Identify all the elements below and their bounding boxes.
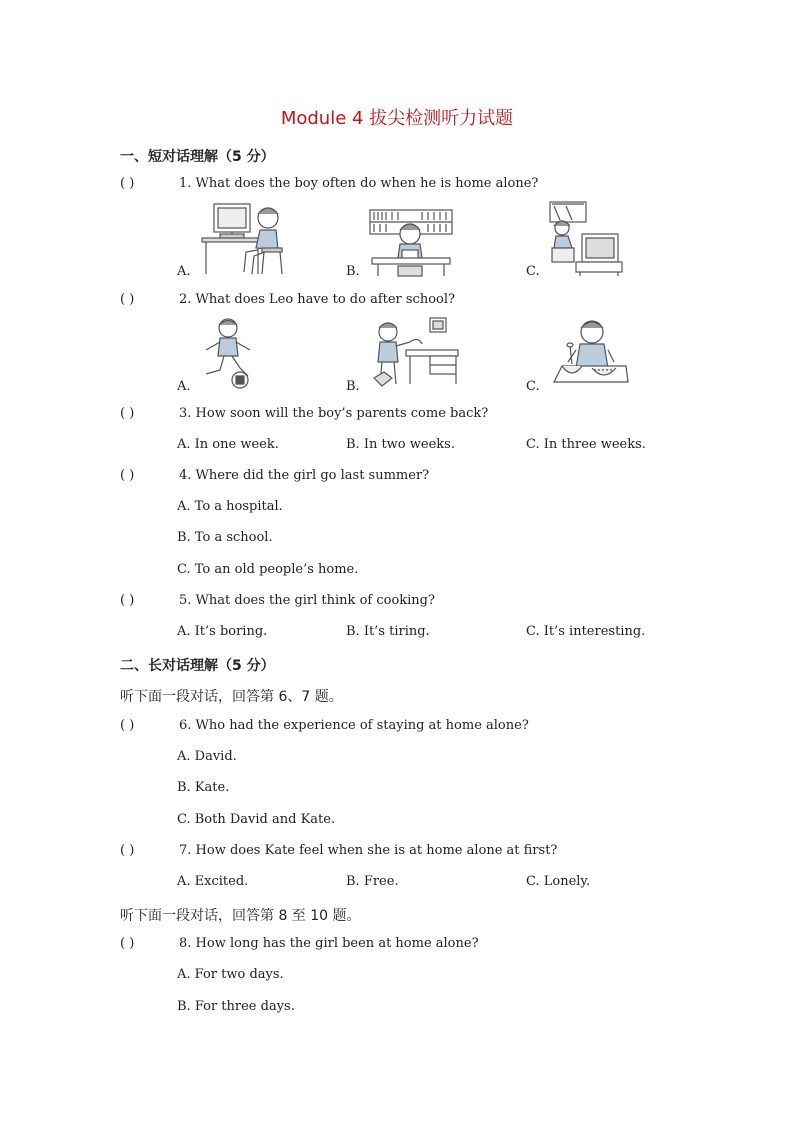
section-heading-2: 二、长对话理解（5 分） xyxy=(120,658,275,674)
question-2 xyxy=(120,292,455,307)
question-text: 5. What does the girl think of cooking? xyxy=(179,593,435,608)
page-title: Module 4 拔尖检测听力试题 xyxy=(280,108,514,129)
option-6b[interactable]: B. Kate. xyxy=(177,780,230,795)
option-8a[interactable]: A. For two days. xyxy=(177,967,284,982)
option-5a[interactable]: A. It’s boring. xyxy=(177,624,268,639)
answer-blank[interactable]: ( ) xyxy=(120,468,135,483)
question-text: 2. What does Leo have to do after school? xyxy=(179,292,455,307)
option-4a[interactable]: A. To a hospital. xyxy=(177,499,283,514)
option-3c[interactable]: C. In three weeks. xyxy=(526,437,646,452)
option-1c-label: C. xyxy=(526,264,540,279)
question-text: 7. How does Kate feel when she is at home alone at first? xyxy=(179,843,558,858)
option-4b[interactable]: B. To a school. xyxy=(177,530,273,545)
answer-blank[interactable]: ( ) xyxy=(120,936,135,951)
boy-doing-homework-picture[interactable] xyxy=(370,316,462,392)
option-3b[interactable]: B. In two weeks. xyxy=(346,437,455,452)
question-6 xyxy=(120,718,529,733)
question-3 xyxy=(120,406,488,421)
question-7 xyxy=(120,843,557,858)
answer-blank[interactable]: ( ) xyxy=(120,843,135,858)
option-7b[interactable]: B. Free. xyxy=(346,874,399,889)
option-1a-label: A. xyxy=(177,264,191,279)
question-text: 3. How soon will the boy’s parents come back? xyxy=(179,406,489,421)
answer-blank[interactable]: ( ) xyxy=(120,406,135,421)
question-text: 1. What does the boy often do when he is home alone? xyxy=(179,176,539,191)
option-4c[interactable]: C. To an old people’s home. xyxy=(177,562,359,577)
answer-blank[interactable]: ( ) xyxy=(120,718,135,733)
option-6a[interactable]: A. David. xyxy=(177,749,237,764)
boy-reading-picture[interactable] xyxy=(368,208,454,278)
question-text: 4. Where did the girl go last summer? xyxy=(179,468,430,483)
instruction-8-10: 听下面一段对话，回答第 8 至 10 题。 xyxy=(120,908,361,924)
question-4 xyxy=(120,468,429,483)
option-7c[interactable]: C. Lonely. xyxy=(526,874,591,889)
section-heading-1: 一、短对话理解（5 分） xyxy=(120,149,275,165)
option-1b-label: B. xyxy=(346,264,360,279)
option-2b-label: B. xyxy=(346,379,360,394)
boy-watching-tv-picture[interactable] xyxy=(546,200,626,278)
option-3a[interactable]: A. In one week. xyxy=(177,437,279,452)
question-8 xyxy=(120,936,479,951)
answer-blank[interactable]: ( ) xyxy=(120,292,135,307)
option-7a[interactable]: A. Excited. xyxy=(177,874,249,889)
question-1 xyxy=(120,176,538,191)
boy-playing-football-picture[interactable] xyxy=(200,316,264,390)
instruction-6-7: 听下面一段对话，回答第 6、7 题。 xyxy=(120,689,343,705)
option-5c[interactable]: C. It’s interesting. xyxy=(526,624,646,639)
boy-cooking-picture[interactable] xyxy=(552,316,630,392)
option-5b[interactable]: B. It’s tiring. xyxy=(346,624,430,639)
option-6c[interactable]: C. Both David and Kate. xyxy=(177,812,336,827)
question-text: 8. How long has the girl been at home alone? xyxy=(179,936,479,951)
question-text: 6. Who had the experience of staying at home alone? xyxy=(179,718,529,733)
option-2a-label: A. xyxy=(177,379,191,394)
answer-blank[interactable]: ( ) xyxy=(120,593,135,608)
option-2c-label: C. xyxy=(526,379,540,394)
answer-blank[interactable]: ( ) xyxy=(120,176,135,191)
option-8b[interactable]: B. For three days. xyxy=(177,999,295,1014)
question-5 xyxy=(120,593,435,608)
boy-at-computer-picture[interactable] xyxy=(198,200,288,276)
